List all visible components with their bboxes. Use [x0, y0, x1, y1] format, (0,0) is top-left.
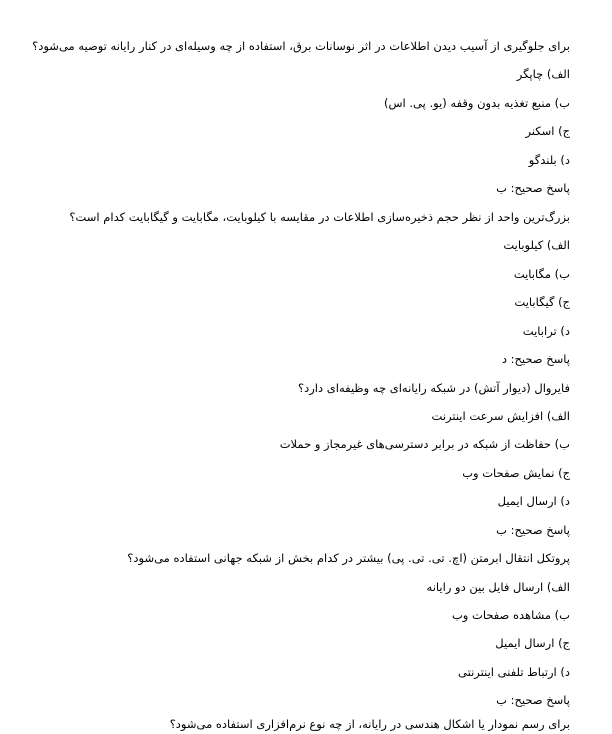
q1-option-c: ج) اسکنر [525, 124, 570, 138]
question-1: برای جلوگیری از آسیب دیدن اطلاعات در اثر نوسانات برق، استفاده از چه وسیله‌ای در کنار رایانه توصیه می‌شود؟ [32, 39, 570, 53]
question-3: فایروال (دیوار آتش) در شبکه رایانه‌ای چه وظیفه‌ای دارد؟ [298, 381, 570, 395]
q4-answer: پاسخ صحیح: ب [496, 693, 570, 707]
q1-option-a: الف) چاپگر [516, 67, 570, 81]
question-4: پروتکل انتقال ابرمتن (اچ. تی. تی. پی) بیشتر در کدام بخش از شبکه جهانی استفاده می‌شود؟ [127, 551, 570, 565]
q2-option-c: ج) گیگابایت [514, 295, 570, 309]
q2-answer: پاسخ صحیح: د [501, 352, 570, 366]
q2-option-b: ب) مگابایت [513, 267, 570, 281]
q4-option-c: ج) ارسال ایمیل [495, 636, 570, 650]
q2-option-a: الف) کیلوبایت [503, 238, 570, 252]
q4-option-b: ب) مشاهده صفحات وب [451, 608, 570, 622]
q2-option-d: د) ترابایت [522, 324, 570, 338]
q4-option-a: الف) ارسال فایل بین دو رایانه [426, 580, 570, 594]
q1-option-b: ب) منبع تغذیه بدون وقفه (یو. پی. اس) [384, 96, 570, 110]
q4-option-d: د) ارتباط تلفنی اینترنتی [458, 665, 570, 679]
q3-answer: پاسخ صحیح: ب [496, 523, 570, 537]
q3-option-d: د) ارسال ایمیل [497, 494, 570, 508]
q1-answer: پاسخ صحیح: ب [496, 181, 570, 195]
q1-option-d: د) بلندگو [528, 153, 570, 167]
question-2: بزرگ‌ترین واحد از نظر حجم ذخیره‌سازی اطلاعات در مقایسه با کیلوبایت، مگابایت و گیگابایت کدام است؟ [69, 210, 570, 224]
question-5: برای رسم نمودار یا اشکال هندسی در رایانه، از چه نوع نرم‌افزاری استفاده می‌شود؟ [169, 717, 570, 731]
q3-option-c: ج) نمایش صفحات وب [462, 466, 570, 480]
q3-option-a: الف) افزایش سرعت اینترنت [431, 409, 570, 423]
q3-option-b: ب) حفاظت از شبکه در برابر دسترسی‌های غیرمجاز و حملات [279, 437, 570, 451]
